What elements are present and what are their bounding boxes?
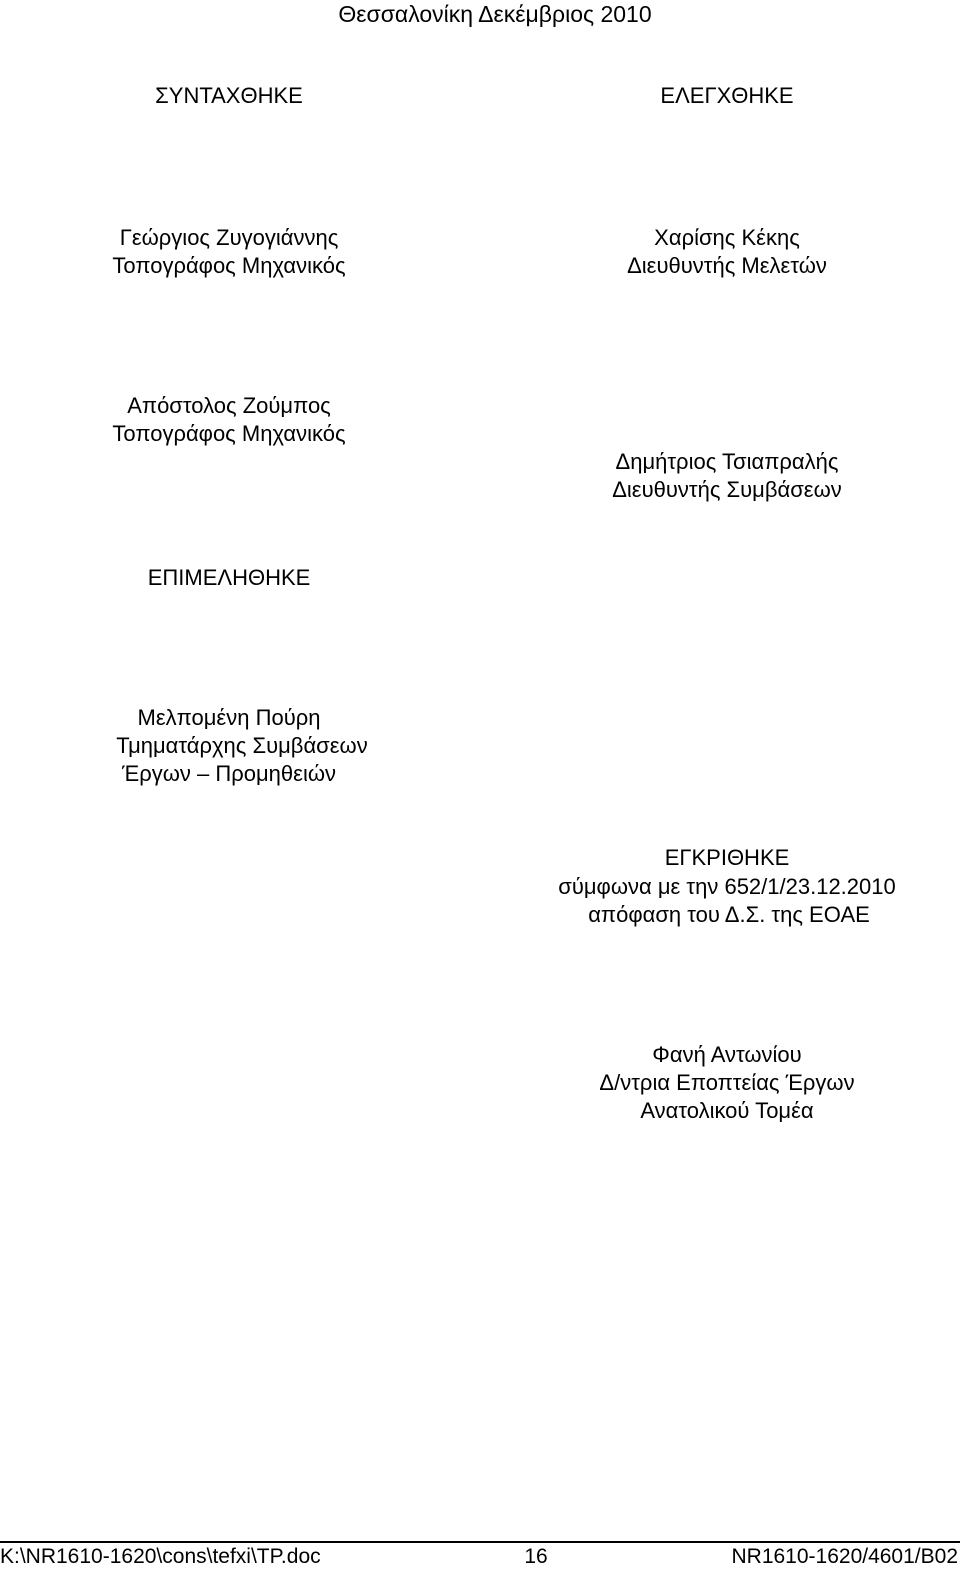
checker-1-role: Διευθυντής Μελετών bbox=[627, 253, 827, 278]
checker-2-name: Δημήτριος Τσιαπραλής bbox=[615, 449, 839, 474]
checker-1-name: Χαρίσης Κέκης bbox=[654, 225, 800, 250]
approval-line1: σύμφωνα με την 652/1/23.12.2010 bbox=[558, 874, 896, 899]
drafted-label: ΣΥΝΤΑΧΘΗΚΕ bbox=[155, 83, 303, 108]
drafter-1-role: Τοπογράφος Μηχανικός bbox=[112, 253, 346, 278]
checked-label: ΕΛΕΓΧΘΗΚΕ bbox=[660, 83, 794, 108]
footer-file-path: K:\NR1610-1620\cons\tefxi\TP.doc bbox=[0, 1545, 321, 1568]
approver-role-line2: Ανατολικού Τομέα bbox=[640, 1098, 814, 1123]
approver-role-line1: Δ/ντρια Εποπτείας Έργων bbox=[599, 1070, 855, 1095]
supervised-label: ΕΠΙΜΕΛΗΘΗΚΕ bbox=[147, 565, 311, 590]
drafter-1-name: Γεώργιος Ζυγογιάννης bbox=[119, 225, 339, 250]
supervisor-name: Μελπομένη Πούρη bbox=[137, 705, 321, 730]
place-date: Θεσσαλονίκη Δεκέμβριος 2010 bbox=[338, 1, 652, 27]
supervisor-role-line2: Έργων – Προμηθειών bbox=[121, 761, 337, 786]
drafter-2-role: Τοπογράφος Μηχανικός bbox=[112, 421, 346, 446]
footer-page-number: 16 bbox=[524, 1545, 548, 1568]
checker-2-role: Διευθυντής Συμβάσεων bbox=[612, 477, 842, 502]
footer-doc-code: NR1610-1620/4601/B02 bbox=[731, 1545, 958, 1568]
drafter-2-name: Απόστολος Ζούμπος bbox=[127, 393, 331, 418]
approver-name: Φανή Αντωνίου bbox=[652, 1042, 802, 1067]
supervisor-role-line1: Τμηματάρχης Συμβάσεων bbox=[116, 733, 368, 758]
approved-label: ΕΓΚΡΙΘΗΚΕ bbox=[664, 845, 790, 870]
approval-line2: απόφαση του Δ.Σ. της ΕΟΑΕ bbox=[588, 902, 870, 927]
